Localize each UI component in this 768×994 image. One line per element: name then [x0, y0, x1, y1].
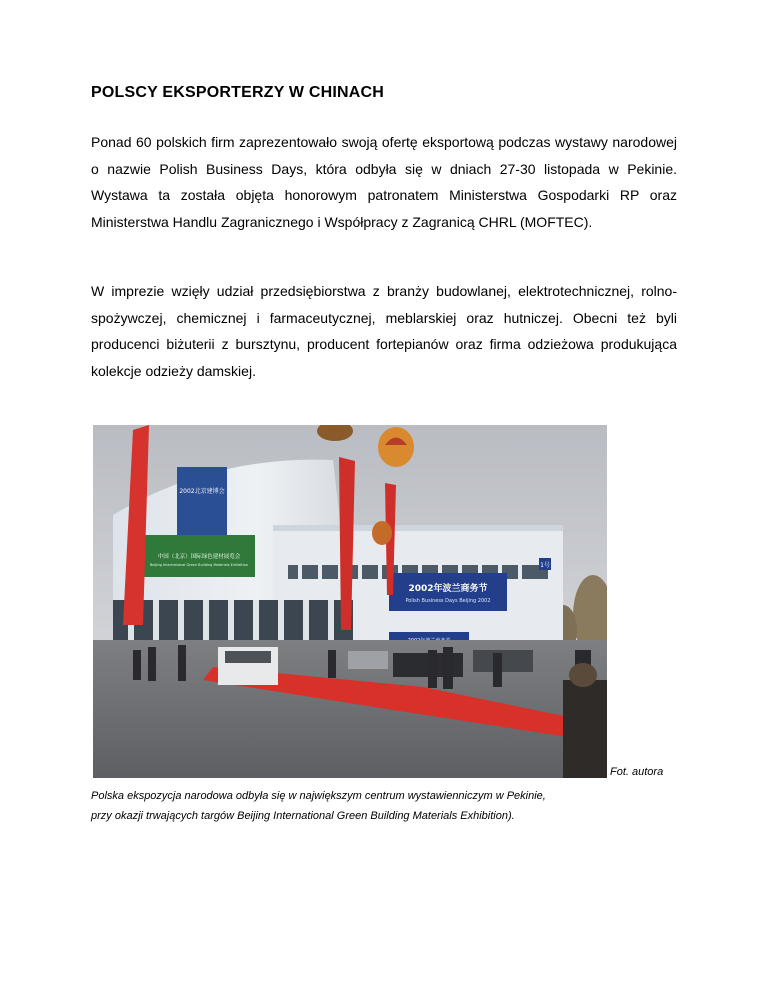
banner-center-subtext: Polish Business Days Beijing 2002: [405, 598, 491, 604]
exhibition-photo: [93, 425, 607, 778]
photo-credit: Fot. autora: [610, 766, 664, 778]
hall-sign-text: 1号: [540, 562, 550, 569]
article-title: POLSCY EKSPORTERZY W CHINACH: [91, 84, 385, 101]
banner-left-text: 2002北京建博会: [179, 488, 225, 495]
banner-green-subtext: Beijing International Green Building Materials Exhibition: [149, 563, 249, 567]
article-paragraph: W imprezie wzięły udział przedsiębiorstwa z branży budowlanej, elektrotechnicznej, rolno-spożywczej, chemicznej i farmaceutycznej, meblarskiej oraz hutniczej. Obecni też byli producenci biżuterii z bursztynu, producent fortepianów oraz firma odzieżowa produkująca kolekcje odzieży damskiej.: [91, 283, 677, 379]
banner-green-text: 中国（北京）国际绿色建材展览会: [157, 554, 241, 560]
banner-left: [177, 467, 227, 535]
exhibition-photo-illustration: [93, 425, 607, 778]
banner-center-text: 2002年波兰商务节: [408, 584, 488, 594]
article-paragraph: Ponad 60 polskich firm zaprezentowało swoją ofertę eksportową podczas wystawy narodowej o nazwie Polish Business Days, która odbyła się w dniach 27-30 listopada w Pekinie. Wystawa ta została objęta honorowym patronatem Ministerstwa Gospodarki RP oraz Ministerstwa Handlu Zagranicznego i Współpracy z Zagranicą CHRL (MOFTEC).: [91, 134, 677, 230]
photo-caption: Polska ekspozycja narodowa odbyła się w największym centrum wystawienniczym w Pekinie, przy okazji trwających targów Beijing International Green Building Materials Exhibition).: [91, 790, 546, 822]
